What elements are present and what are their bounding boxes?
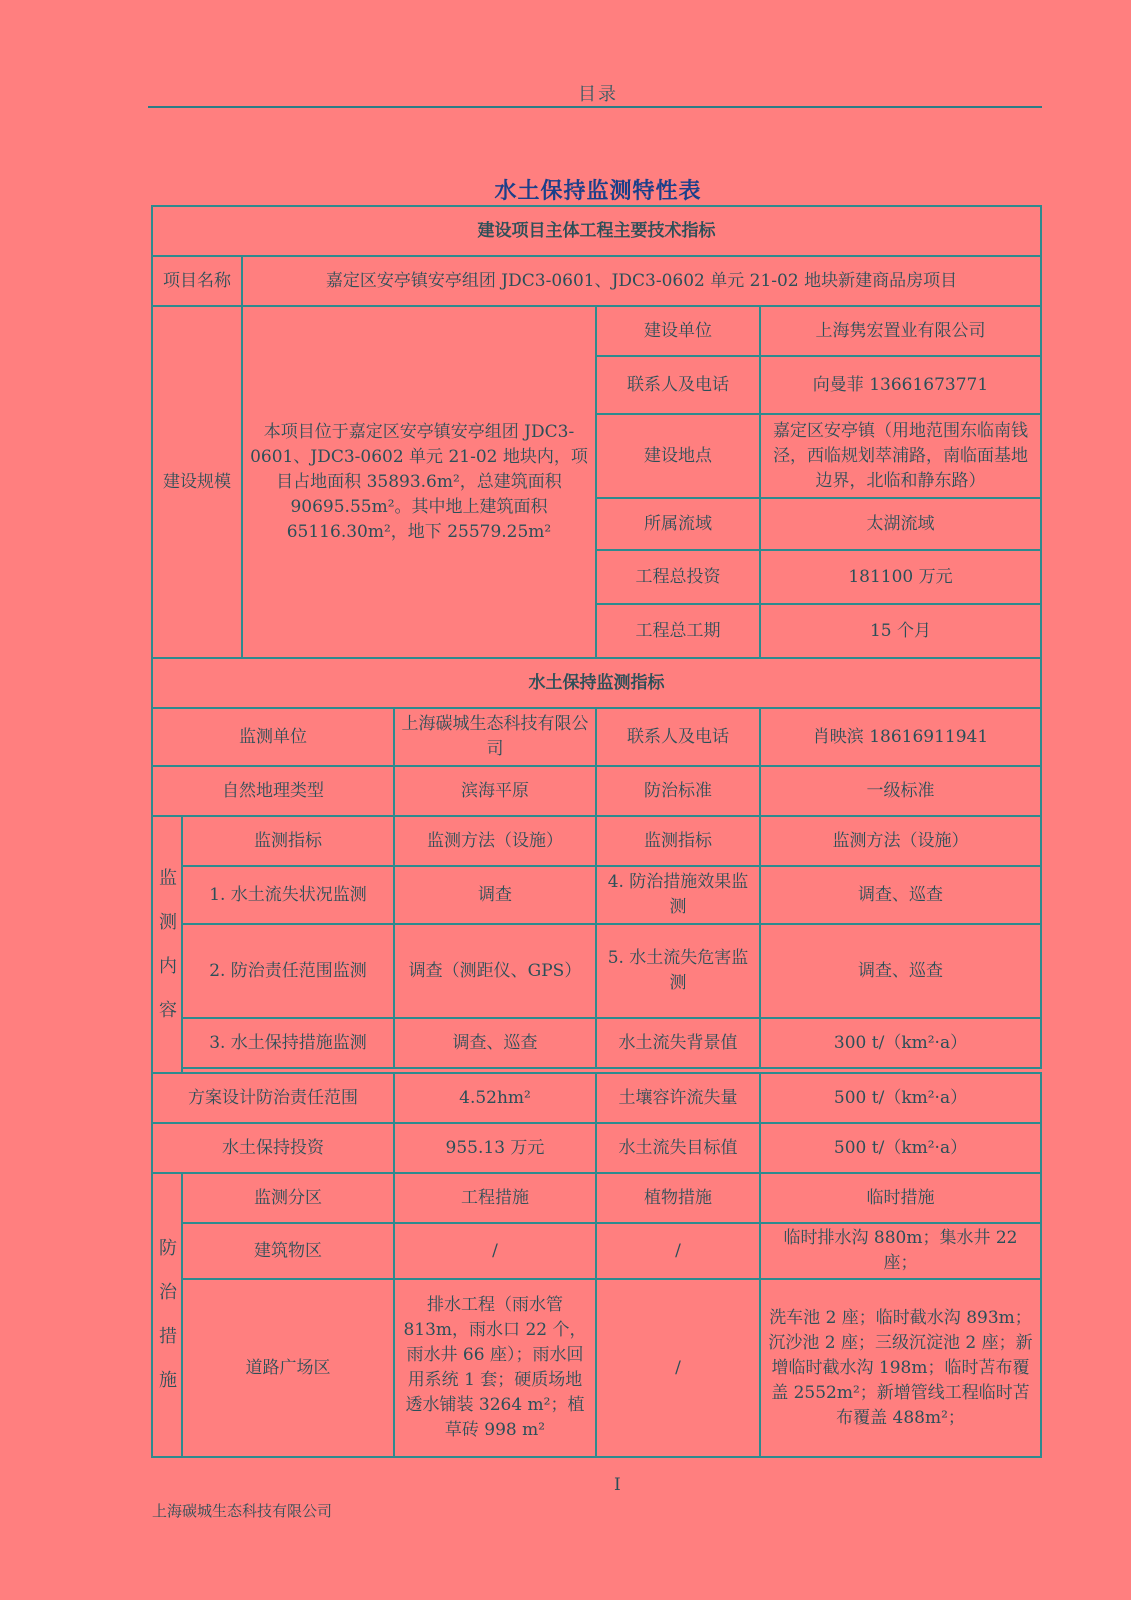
col-header-plant: 植物措施: [596, 1173, 760, 1223]
standard-label: 防治标准: [596, 766, 760, 816]
zone-name: 道路广场区: [182, 1279, 394, 1457]
method-cell: 调查: [394, 866, 596, 924]
monitor-unit-label: 监测单位: [152, 708, 394, 766]
method-cell: 调查、巡查: [394, 1018, 596, 1068]
method-cell: 调查（测距仪、GPS）: [394, 924, 596, 1018]
document-title: 水土保持监测特性表: [494, 178, 702, 204]
indicator-cell: 水土流失背景值: [596, 1018, 760, 1068]
contact-label: 联系人及电话: [596, 356, 760, 414]
col-header-method-2: 监测方法（设施）: [760, 816, 1041, 866]
zone-name: 建筑物区: [182, 1223, 394, 1279]
geo-type-label: 自然地理类型: [152, 766, 394, 816]
engineering-measure: /: [394, 1223, 596, 1279]
monitoring-characteristics-table: [151, 205, 1042, 1458]
investment-label: 工程总投资: [596, 550, 760, 604]
header-title: 目录: [578, 84, 618, 105]
duration-label: 工程总工期: [596, 604, 760, 658]
col-header-indicator-1: 监测指标: [182, 816, 394, 866]
scale-label: 建设规模: [152, 306, 242, 658]
standard-value: 一级标准: [760, 766, 1041, 816]
col-header-engineering: 工程措施: [394, 1173, 596, 1223]
header-rule: [148, 106, 1042, 108]
scale-description: 本项目位于嘉定区安亭镇安亭组团 JDC3-0601、JDC3-0602 单元 21-02 地块内，项目占地面积 35893.6m²，总建筑面积 90695.55m²。其中地上建筑面积 65116.30m²，地下 25579.25m²: [242, 306, 596, 658]
scope-label: 方案设计防治责任范围: [152, 1073, 394, 1123]
indicator-cell: 3. 水土保持措施监测: [182, 1018, 394, 1068]
col-header-indicator-2: 监测指标: [596, 816, 760, 866]
method-cell: 调查、巡查: [760, 866, 1041, 924]
col-header-method-1: 监测方法（设施）: [394, 816, 596, 866]
indicator-cell: 1. 水土流失状况监测: [182, 866, 394, 924]
soil-allowance-label: 土壤容许流失量: [596, 1073, 760, 1123]
indicator-cell: 5. 水土流失危害监测: [596, 924, 760, 1018]
project-name-label: 项目名称: [152, 256, 242, 306]
monitor-unit-value: 上海碳城生态科技有限公司: [394, 708, 596, 766]
investment-value: 181100 万元: [760, 550, 1041, 604]
plant-measure: /: [596, 1279, 760, 1457]
monitor-contact-value: 肖映滨 18616911941: [760, 708, 1041, 766]
engineering-measure: 排水工程（雨水管 813m，雨水口 22 个，雨水井 66 座）；雨水回用系统 1 套；硬质场地透水铺装 3264 m²；植草砖 998 m²: [394, 1279, 596, 1457]
loss-target-value: 500 t/（km²·a）: [760, 1123, 1041, 1173]
loss-target-label: 水土流失目标值: [596, 1123, 760, 1173]
geo-type-value: 滨海平原: [394, 766, 596, 816]
page-number: I: [614, 1475, 621, 1495]
prevention-measures-label: 防治措施: [152, 1173, 182, 1457]
scope-value: 4.52hm²: [394, 1073, 596, 1123]
section-heading-monitoring: 水土保持监测指标: [152, 658, 1041, 708]
basin-label: 所属流域: [596, 498, 760, 550]
indicator-cell: 4. 防治措施效果监测: [596, 866, 760, 924]
col-header-temporary: 临时措施: [760, 1173, 1041, 1223]
contact-value: 向曼菲 13661673771: [760, 356, 1041, 414]
monitoring-content-label: 监测内容: [152, 816, 182, 1073]
col-header-zone: 监测分区: [182, 1173, 394, 1223]
basin-value: 太湖流域: [760, 498, 1041, 550]
section-heading-main-project: 建设项目主体工程主要技术指标: [152, 206, 1041, 256]
temporary-measure: 临时排水沟 880m；集水井 22 座；: [760, 1223, 1041, 1279]
soil-investment-value: 955.13 万元: [394, 1123, 596, 1173]
temporary-measure: 洗车池 2 座；临时截水沟 893m；沉沙池 2 座；三级沉淀池 2 座；新增临时截水沟 198m；临时苫布覆盖 2552m²；新增管线工程临时苫布覆盖 488m²；: [760, 1279, 1041, 1457]
monitor-contact-label: 联系人及电话: [596, 708, 760, 766]
plant-measure: /: [596, 1223, 760, 1279]
project-name-value: 嘉定区安亭镇安亭组团 JDC3-0601、JDC3-0602 单元 21-02 地块新建商品房项目: [242, 256, 1041, 306]
soil-allowance-value: 500 t/（km²·a）: [760, 1073, 1041, 1123]
builder-label: 建设单位: [596, 306, 760, 356]
location-label: 建设地点: [596, 414, 760, 498]
builder-value: 上海隽宏置业有限公司: [760, 306, 1041, 356]
duration-value: 15 个月: [760, 604, 1041, 658]
soil-investment-label: 水土保持投资: [152, 1123, 394, 1173]
method-cell: 300 t/（km²·a）: [760, 1018, 1041, 1068]
footer-company: 上海碳城生态科技有限公司: [152, 1502, 333, 1520]
indicator-cell: 2. 防治责任范围监测: [182, 924, 394, 1018]
location-value: 嘉定区安亭镇（用地范围东临南钱泾，西临规划萃浦路，南临面基地边界，北临和静东路）: [760, 414, 1041, 498]
method-cell: 调查、巡查: [760, 924, 1041, 1018]
